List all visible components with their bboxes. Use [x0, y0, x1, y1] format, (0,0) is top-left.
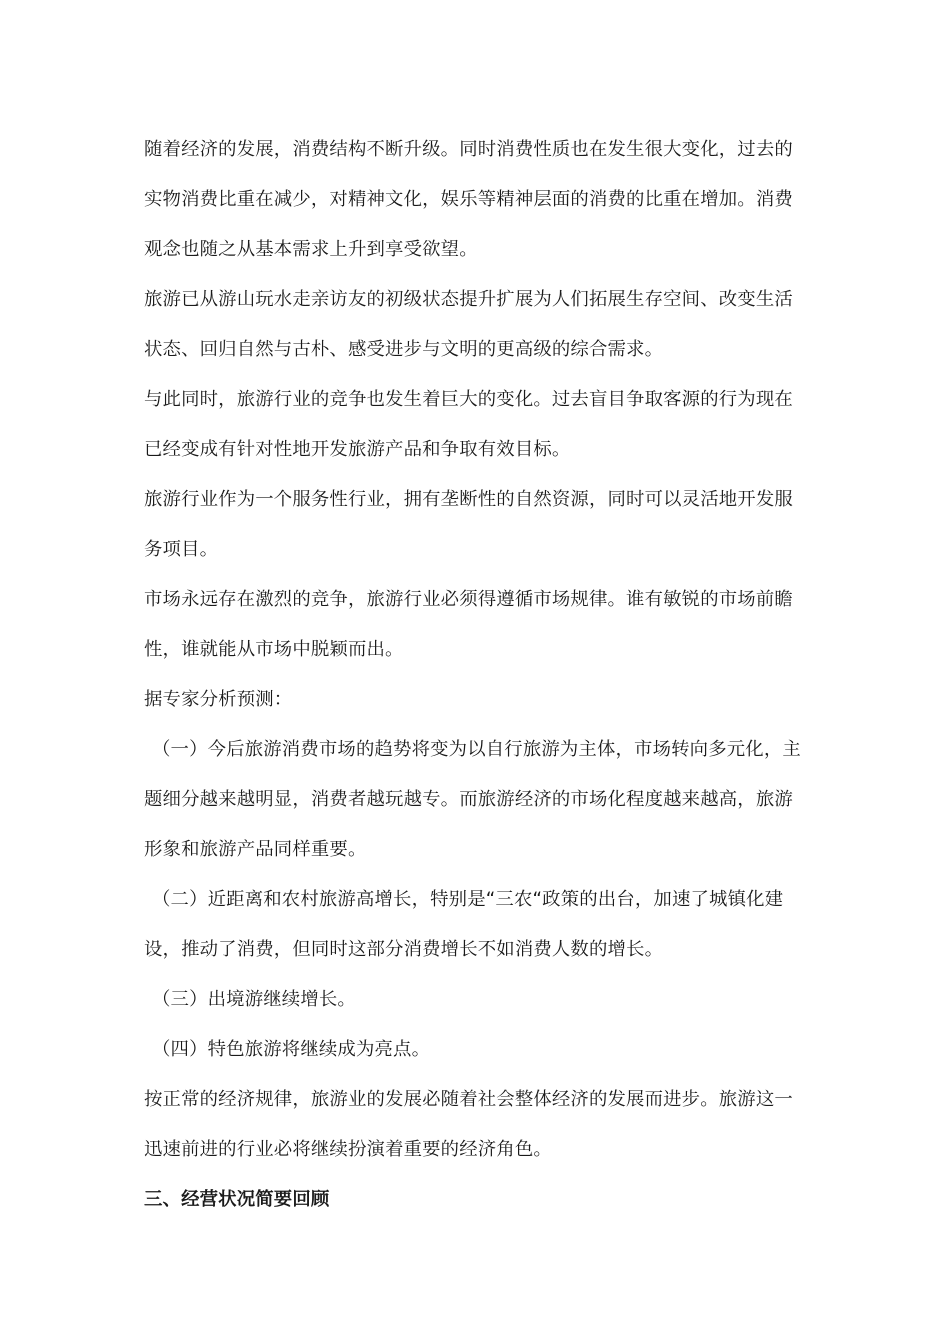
paragraph-service-industry: 旅游行业作为一个服务性行业，拥有垄断性的自然资源，同时可以灵活地开发服务项目。 — [144, 489, 793, 560]
section-heading: 三、经营状况简要回顾 — [144, 1189, 330, 1210]
paragraph-market-rules: 市场永远存在激烈的竞争，旅游行业必须得遵循市场规律。谁有敏锐的市场前瞻性，谁就能从市场中脱颖而出。 — [144, 589, 793, 660]
paragraph-tourism-demand: 旅游已从游山玩水走亲访友的初级状态提升扩展为人们拓展生存空间、改变生活状态、回归自然与古朴、感受进步与文明的更高级的综合需求。 — [144, 289, 793, 360]
paragraph-expert-forecast: 据专家分析预测： — [144, 689, 293, 710]
paragraph-closing: 按正常的经济规律，旅游业的发展必随着社会整体经济的发展而进步。旅游这一迅速前进的行业必将继续扮演着重要的经济角色。 — [144, 1089, 793, 1160]
paragraph-industry-competition: 与此同时，旅游行业的竞争也发生着巨大的变化。过去盲目争取客源的行为现在已经变成有针对性地开发旅游产品和争取有效目标。 — [144, 389, 793, 460]
forecast-item-1: （一）今后旅游消费市场的趋势将变为以自行旅游为主体，市场转向多元化，主题细分越来越明显，消费者越玩越专。而旅游经济的市场化程度越来越高，旅游形象和旅游产品同样重要。 — [144, 739, 801, 860]
forecast-item-3: （三）出境游继续增长。 — [152, 989, 356, 1010]
document-body — [144, 125, 808, 1225]
forecast-item-4: （四）特色旅游将继续成为亮点。 — [152, 1039, 431, 1060]
paragraph-consumption-upgrade: 随着经济的发展，消费结构不断升级。同时消费性质也在发生很大变化，过去的实物消费比重在减少，对精神文化，娱乐等精神层面的消费的比重在增加。消费观念也随之从基本需求上升到享受欲望。 — [144, 139, 793, 260]
forecast-item-2: （二）近距离和农村旅游高增长，特别是“三农“政策的出台，加速了城镇化建设，推动了消费，但同时这部分消费增长不如消费人数的增长。 — [144, 889, 784, 960]
